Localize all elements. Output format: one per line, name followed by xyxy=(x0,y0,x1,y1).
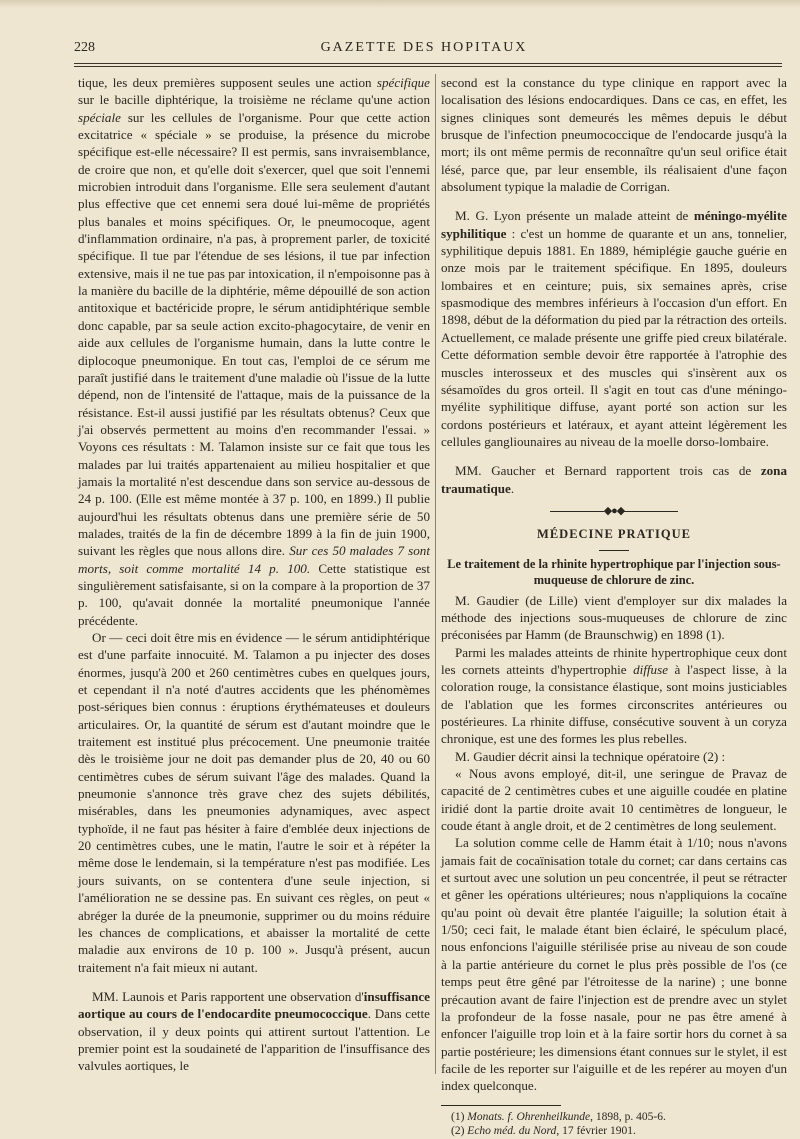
paragraph xyxy=(441,207,787,450)
text: , 17 février 1901. xyxy=(556,1124,636,1137)
italic-text: spéciale xyxy=(78,109,121,125)
italic-text: diffuse xyxy=(633,661,669,677)
text: tique, les deux premières supposent seules une action xyxy=(78,75,377,90)
text: Cette statistique est singulièrement satisfaisante, si on la compare à la proportion de 37 p. 100, qu'avait donnée la mortalité pneumonique l'année précédente. xyxy=(78,560,430,628)
bold-text: méningo-myélite syphilitique xyxy=(441,208,787,241)
page-number: 228 xyxy=(74,40,95,55)
text: M. G. Lyon présente un malade atteint de xyxy=(455,208,694,224)
text: , 1898, p. 405-6. xyxy=(590,1110,666,1123)
bold-text: zona traumatique xyxy=(441,463,787,496)
footnotes xyxy=(441,1110,787,1138)
italic-text: Sur ces 50 malades 7 sont morts, soit comme mortalité 14 p. 100. xyxy=(78,543,430,576)
text: (2) xyxy=(451,1124,468,1137)
bold-text: insuffisance aortique au cours de l'endocardite pneumococcique xyxy=(78,988,430,1022)
column-divider xyxy=(435,74,436,1074)
footnote xyxy=(441,1110,787,1124)
paragraph xyxy=(78,988,430,1075)
article-title: Le traitement de la rhinite hypertrophique par l'injection sous-muqueuse de chlorure de zinc. xyxy=(447,556,781,587)
right-column xyxy=(441,74,787,1138)
page-header xyxy=(74,40,774,62)
journal-title: GAZETTE DES HOPITAUX xyxy=(320,40,528,55)
text: MM. Gaucher et Bernard rapportent trois cas de xyxy=(455,463,761,479)
text: . Dans cette observation, il y deux points qui attirent surtout l'attention. Le premier point est la soudaineté de l'apparition de l'insuffisance des valvules aortiques, le xyxy=(78,1006,430,1074)
italic-text: Echo méd. du Nord xyxy=(467,1124,557,1137)
section-title: MÉDECINE PRATIQUE xyxy=(537,527,691,542)
text: . xyxy=(510,480,515,496)
text: Parmi les malades atteints de rhinite hypertrophique ceux dont les cornets atteints d'hypertrophie xyxy=(441,644,787,677)
paragraph xyxy=(441,462,787,497)
separator-ornament: ◆●◆ xyxy=(441,503,787,520)
footnote xyxy=(441,1124,787,1138)
text: (1) xyxy=(451,1110,468,1123)
text: sur le bacille diphtérique, la troisième ne réclame qu'une action xyxy=(78,92,430,108)
left-column xyxy=(78,74,430,1075)
text: MM. Launois et Paris rapportent une observation d' xyxy=(92,988,364,1004)
paragraph xyxy=(78,74,430,629)
short-rule xyxy=(599,550,629,551)
header-rule xyxy=(74,63,782,67)
paragraph: M. Gaudier décrit ainsi la technique opératoire (2) : xyxy=(455,748,726,764)
italic-text: spécifique xyxy=(376,75,430,90)
paragraph: Or — ceci doit être mis en évidence — le sérum antidiphtérique est d'une parfaite innocuité. M. Talamon a pu injecter des doses énormes, jusqu'à 200 et 260 centimètres cubes en quelques jours, et cependant il n'a noté d'autres accidents que les phénomèmes post-sériques bien connus : éruptions érythémateuses et douleurs articulaires. Or, la quantité de sérum est d'autant moindre que le traitement est institué plus précocement. Une pneumonie traitée dès le troisième jour ne doit pas demander plus de 20, 40 ou 60 centimètres cubes de sérum suivant l'âge des malades. Quand la pneumonie s'annonce très grave chez des sujets débilités, misérables, dans les pneumonies adynamiques, avec aspect typhoïde, il ne faut pas hésiter à faire d'emblée deux injections de 20 centimètres cubes, une le matin, l'autre le soir et à répéter la même dose le lendemain, si la température n'est pas modifiée. Les jours suivants, on se contentera d'une seule injection, si l'amélioration ne se dessine pas. En suivant ces règles, on peut « abréger la durée de la pneumonie, supprimer ou du moins réduire les chances de complications, et abaisser la mortalité de cette maladie aux environs de 10 p. 100 ». Jusqu'à présent, aucun traitement n'a fait mieux ni autant. xyxy=(78,630,430,975)
footnote-rule xyxy=(441,1105,561,1106)
paragraph: « Nous avons employé, dit-il, une seringue de Pravaz de capacité de 2 centimètres cubes et une aiguille coudée en platine iridié dont la partie droite avait 10 centimètres de longueur, le coude étant à angle droit, et de 2 centimètres de long seulement. xyxy=(441,766,787,834)
text: à l'aspect lisse, à la coloration rouge, la consistance élastique, sont moins justiciables de l'ablation que les formes circonscrites antérieures ou postérieures. La rhinite diffuse, consécutive souvent à un coryza chronique, est une des formes les plus rebelles. xyxy=(441,661,787,747)
paragraph: M. Gaudier (de Lille) vient d'employer sur dix malades la méthode des injections sous-muqueuses de chlorure de zinc préconisées par Hamm (de Braunschwig) en 1898 (1). xyxy=(441,592,787,643)
text: : c'est un homme de quarante et un ans, tonnelier, syphilitique depuis 1881. En 1889, hémiplégie gauche guérie en onze mois par le traitement spécifique. En 1895, douleurs lombaires et en ceinture; puis, six semaines après, crise spasmodique des membres inférieurs à l'occasion d'un effort. En 1898, début de la déformation du pied par la rétraction des orteils. Actuellement, ce malade présente une griffe pied creux bilatérale. Cette déformation semble devoir être rapportée à l'atrophie des muscles interosseux et des muscles qui s'insèrent aux os sésamoïdes du gros orteil. Il s'agit en tout cas d'une méningo-myélite syphilitique diffuse, ayant porté son action sur les cordons postérieurs et latéraux, et ayant atteint légèrement les cellules gangliounaires au niveau de la moelle dorso-lombaire. xyxy=(441,225,787,449)
paragraph: La solution comme celle de Hamm était à 1/10; nous n'avons jamais fait de cocaïnisation totale du cornet; car dans certains cas et surtout avec une solution un peu concentrée, il peut se rétracter et gêner les opérations ultérieures; nous n'appliquions la cocaïne qu'au point où devait être plantée l'aiguille; la solution était à 1/50; ceci fait, le malade étant bien éclairé, le spéculum placé, nous enfoncions l'aiguille stérilisée prise au niveau de son coude à la partie antérieure du cornet le plus près possible de l'os (ce temps peut être gêné par l'étroitesse de la narine) ; une bonne précaution avant de faire l'injection est de prendre avec un stylet la profondeur de la fosse nasale, pour ne pas être amené à enfoncer l'aiguille trop loin et à la faire sortir hors du cornet à sa partie postérieure; les dimensions étant connues sur le stylet, il est facile de les reporter sur l'aiguille et de les repérer au moyen d'un index quelconque. xyxy=(441,835,787,1094)
paragraph: second est la constance du type clinique en rapport avec la localisation des lésions endocardiques. Dans ce cas, en effet, les signes cliniques sont demeurés les mêmes depuis le début brusque de l'infection pneumococcique de l'endocarde jusqu'à la mort; ils ont même permis de reconnaître qu'un seul orifice était lésé, parce que, par leur ensemble, ils réalisaient d'une façon absolument typique la maladie de Corrigan. xyxy=(441,75,787,195)
text: sur les cellules de l'organisme. Pour que cette action excitatrice « spéciale » se produise, la présence du microbe spécifique est-elle nécessaire? Il est permis, sans invraisemblance, de croire que non, et qu'elle doit s'exercer, quel que soit l'ennemi microbien introduit dans l'organisme. Elle sera seulement d'autant plus effective que cet ennemi sera doué lui-même de propriétés plus banales et moins spécifiques. Or, le pneumocoque, agent d'inflammation ordinaire, n'a pas, à proprement parler, de toxicité spécifique. Il tue par l'étendue de ses lésions, il tue par infection extensive, mais il ne tue pas par intoxication, il n'empoisonne pas à la manière du bacille de la diphtérie, même dépouillé de son action antitoxique et bactéricide propre, le sérum antidiphtérique semble donc capable, par sa seule action excito-phagocytaire, de venir en aide aux cellules de l'organisme humain, dans la lutte contre le diplocoque pneumonique. En tout cas, l'emploi de ce sérum me paraît justifié dans le traitement d'une maladie où l'issue de la lutte dépend, non de l'intensité de l'attaque, mais de la puissance de la résistance. Est-il aussi justifié par les résultats obtenus? Ceux que j'ai observés permettent au moins d'en recommander l'essai. » Voyons ces résultats : M. Talamon insiste sur ce fait que tous les malades par lui traités appartenaient au milieu hospitalier et que jamais la mortalité n'est descendue dans son service au-dessous de 24 p. 100. (Elle est même montée à 37 p. 100, en 1899.) Il publie aujourd'hui les résultats obtenus dans une première série de 50 malades, traités de la fin de décembre 1899 à la fin de juin 1900, suivant les règles que nous allons dire. xyxy=(78,109,430,559)
paragraph xyxy=(441,644,787,748)
italic-text: Monats. f. Ohrenheilkunde xyxy=(467,1110,591,1123)
page-edge xyxy=(0,0,800,8)
